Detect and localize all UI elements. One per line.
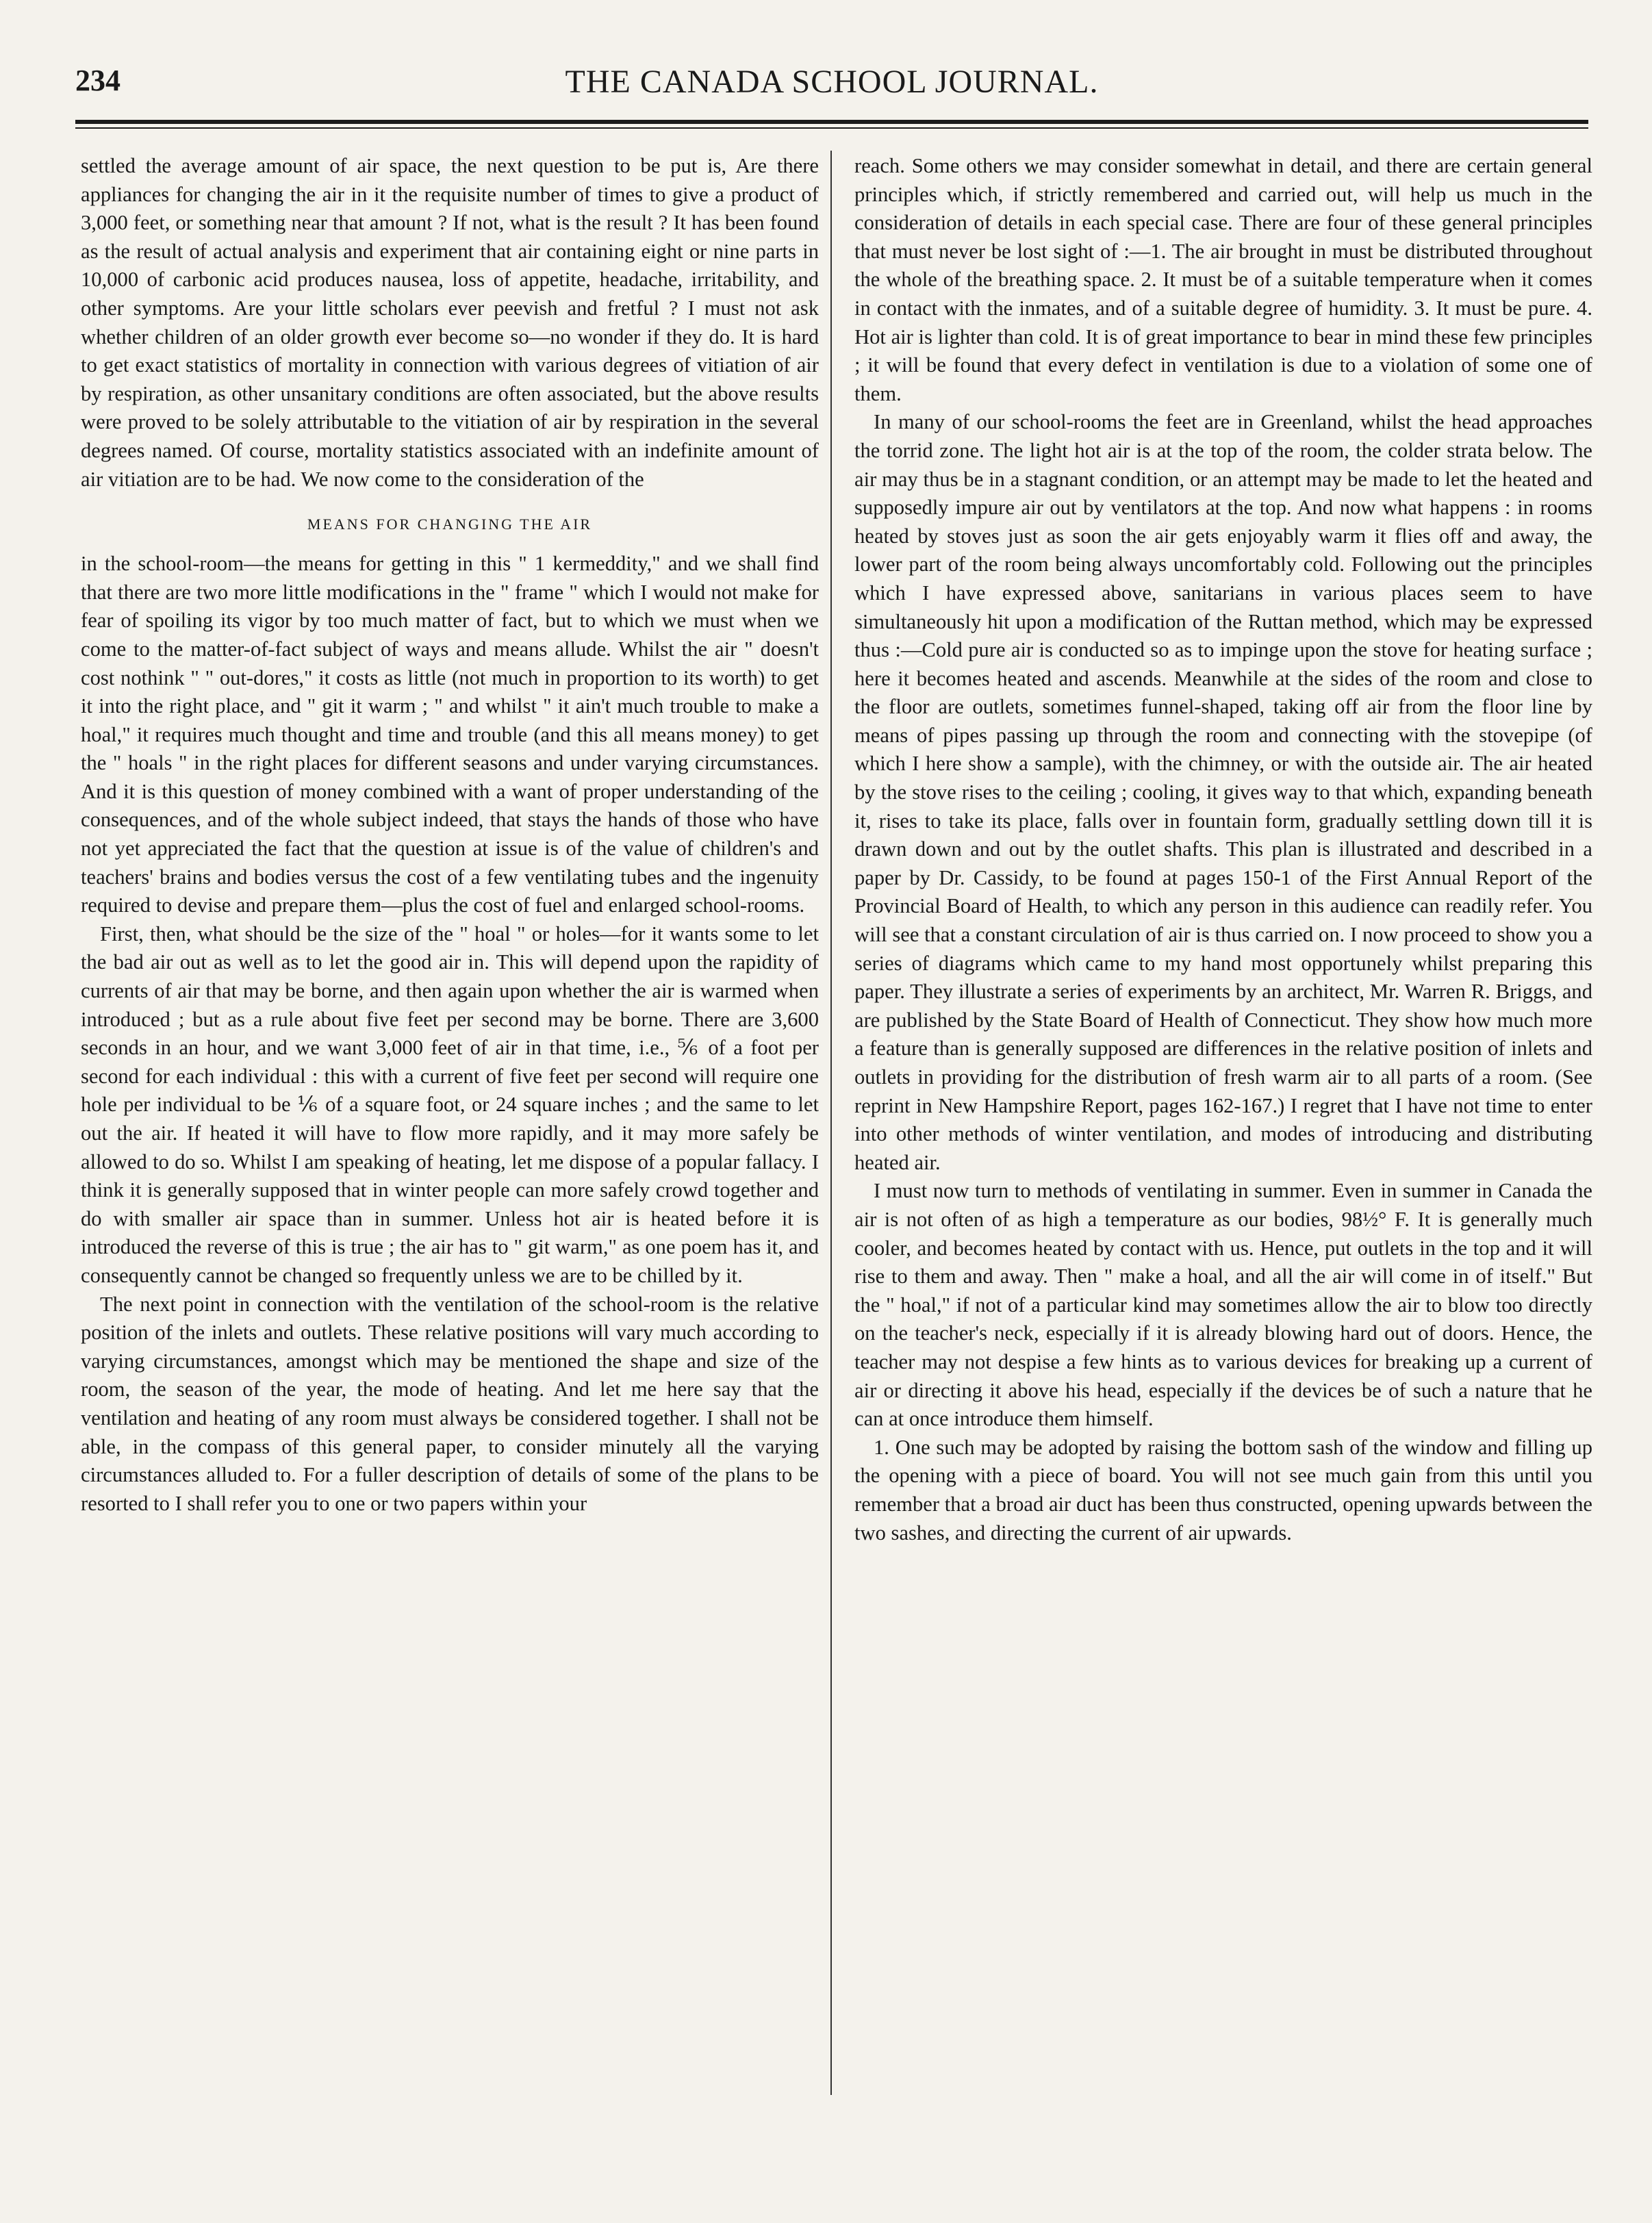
left-column <box>81 152 819 1518</box>
paragraph: settled the average amount of air space, the next question to be put is, Are there appliances for changing the air in it the requisite number of times to give a product of 3,000 feet, or something near that amount ? If not, what is the result ? It has been found as the result of actual analysis and experiment that air containing eight or nine parts in 10,000 of carbonic acid produces nausea, loss of appetite, headache, irritability, and other symptoms. Are your little scholars ever peevish and fretful ? I must not ask whether children of an older growth ever become so—no wonder if they do. It is hard to get exact statistics of mortality in connection with various degrees of vitiation of air by respiration, as other unsanitary conditions are often associated, but the above results were proved to be solely attributable to the vitiation of air by respiration in the several degrees named. Of course, mortality statistics associated with an indefinite amount of air vitiation are to be had. We now come to the consideration of the <box>81 154 819 491</box>
paragraph: in the school-room—the means for getting in this " 1 kermeddity," and we shall find that there are two more little modifications in the " frame " which I would not make for fear of spoiling its vigor by too much matter of fact, but to which we must when we come to the matter-of-fact subject of ways and means allude. Whilst the air " doesn't cost nothink " " out-dores," it costs as little (not much in proportion to its worth) to get it into the right place, and " git it warm ; " and whilst " it ain't much trouble to make a hoal," it requires much thought and time and trouble (and this all means money) to get the " hoals " in the right places for different seasons and under varying circumstances. And it is this question of money combined with a want of proper understanding of the consequences, and of the whole subject indeed, that stays the hands of those who have not yet appreciated the fact that the question at issue is of the value of children's and teachers' brains and bodies versus the cost of a few ventilating tubes and the ingenuity required to devise and prepare them—plus the cost of fuel and enlarged school-rooms. <box>81 552 819 917</box>
paragraph: reach. Some others we may consider somewhat in detail, and there are certain general principles which, if strictly remembered and carried out, will help us much in the consideration of details in each special case. There are four of these general principles that must never be lost sight of :—1. The air brought in must be distributed throughout the whole of the breathing space. 2. It must be of a suitable temperature when it comes in contact with the inmates, and of a suitable degree of humidity. 3. It must be pure. 4. Hot air is lighter than cold. It is of great importance to bear in mind these few principles ; it will be found that every defect in ventilation is due to a violation of some one of them. <box>854 154 1592 405</box>
section-heading: MEANS FOR CHANGING THE AIR <box>307 516 593 533</box>
journal-title: THE CANADA SCHOOL JOURNAL. <box>565 64 1099 100</box>
paragraph: First, then, what should be the size of the " hoal " or holes—for it wants some to let the bad air out as well as to let the good air in. This will depend upon the rapidity of currents of air that may be borne, and then again upon whether the air is warmed when introduced ; but as a rule about five feet per second may be borne. There are 3,600 seconds in an hour, and we want 3,000 feet of air in that time, i.e., ⅚ of a foot per second for each individual : this with a current of five feet per second will require one hole per individual to be ⅙ of a square foot, or 24 square inches ; and the same to let out the air. If heated it will have to flow more rapidly, and it may more safely be allowed to do so. Whilst I am speaking of heating, let me dispose of a popular fallacy. I think it is generally supposed that in winter people can more safely crowd together and do with smaller air space than in summer. Unless hot air is heated before it is introduced the reverse of this is true ; the air has to " git warm," as one poem has it, and consequently cannot be changed so frequently unless we are to be chilled by it. <box>81 922 819 1287</box>
page-number: 234 <box>75 64 120 97</box>
paragraph: In many of our school-rooms the feet are in Greenland, whilst the head approaches the torrid zone. The light hot air is at the top of the room, the colder strata below. The air may thus be in a stagnant condition, or an attempt may be made to let the heated and supposedly impure air out by ventilators at the top. And now what happens : in rooms heated by stoves just as soon the air gets enjoyably warm it flies off and away, the lower part of the room being always uncomfortably cold. Following out the principles which I have expressed above, sanitarians in various places seem to have simultaneously hit upon a modification of the Ruttan method, which may be expressed thus :—Cold pure air is conducted so as to impinge upon the stove for heating surface ; here it becomes heated and ascends. Meanwhile at the sides of the room and close to the floor are outlets, sometimes funnel-shaped, taking off air from the floor line by means of pipes passing up through the room and connecting with the stovepipe (of which I here show a sample), with the chimney, or with the outside air. The air heated by the stove rises to the ceiling ; cooling, it gives way to that which, expanding beneath it, rises to take its place, falls over in fountain form, gradually settling down till it is drawn down and out by the outlet shafts. This plan is illustrated and described in a paper by Dr. Cassidy, to be found at pages 150-1 of the First Annual Report of the Provincial Board of Health, to which any person in this audience can readily refer. You will see that a constant circulation of air is thus carried on. I now proceed to show you a series of diagrams which came to my hand most opportunely whilst preparing this paper. They illustrate a series of experiments by an architect, Mr. Warren R. Briggs, and are published by the State Board of Health of Connecticut. They show how much more a feature than is generally supposed are differences in the relative position of inlets and outlets in providing for the distribution of fresh warm air to all parts of a room. (See reprint in New Hampshire Report, pages 162-167.) I regret that I have not time to enter into other methods of winter ventilation, and modes of introducing and distributing heated air. <box>854 410 1592 1174</box>
paragraph: I must now turn to methods of ventilating in summer. Even in summer in Canada the air is not often of as high a temperature as our bodies, 98½° F. It is generally much cooler, and becomes heated by contact with us. Hence, put outlets in the top and it will rise to them and away. Then " make a hoal, and all the air will come in of itself." But the " hoal," if not of a particular kind may sometimes allow the air to blow too directly on the teacher's neck, especially if it is already blowing hard out of doors. Hence, the teacher may not despise a few hints as to various devices for breaking up a current of air or directing it above his head, especially if the devices be of such a nature that he can at once introduce them himself. <box>854 1179 1592 1431</box>
header-rule-thick <box>75 120 1588 124</box>
right-column <box>854 152 1592 1547</box>
header-rule-thin <box>75 127 1588 129</box>
page-header <box>75 63 1588 118</box>
column-divider <box>830 151 832 2095</box>
paragraph: 1. One such may be adopted by raising the bottom sash of the window and filling up the opening with a piece of board. You will not see much gain from this until you remember that a broad air duct has been thus constructed, opening upwards between the two sashes, and directing the current of air upwards. <box>854 1435 1592 1545</box>
paragraph: The next point in connection with the ventilation of the school-room is the relative position of the inlets and outlets. These relative positions will vary much according to varying circumstances, amongst which may be mentioned the shape and size of the room, the season of the year, the mode of heating. And let me here say that the ventilation and heating of any room must always be considered together. I shall not be able, in the compass of this general paper, to consider minutely all the varying circumstances alluded to. For a fuller description of details of some of the plans to be resorted to I shall refer you to one or two papers within your <box>81 1292 819 1515</box>
